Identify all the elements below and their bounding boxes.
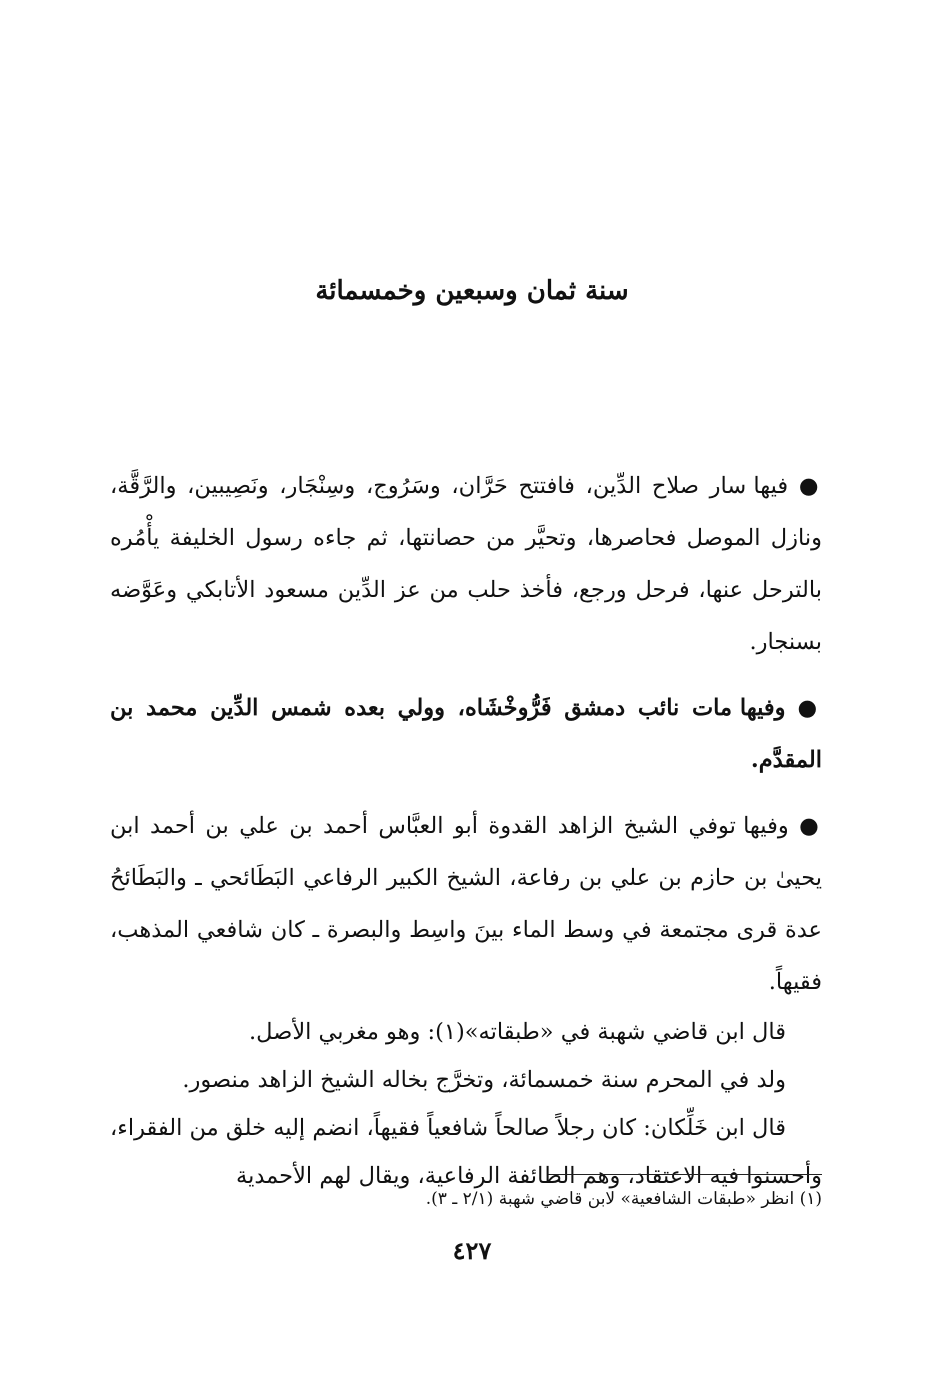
bullet-icon: ●	[799, 813, 822, 839]
page-number: ٤٢٧	[452, 1236, 492, 1265]
paragraph-2-text: وفيها مات نائب دمشق فَرُّوخْشَاه، وولي بعده شمس الدِّين محمد بن المقدَّم.	[110, 695, 822, 773]
paragraph-3	[110, 800, 822, 1008]
body-text	[110, 460, 822, 1200]
footnote-divider	[548, 1174, 822, 1175]
paragraph-1	[110, 460, 822, 668]
paragraph-3-text: وفيها توفي الشيخ الزاهد القدوة أبو العبَّاس أحمد بن علي بن أحمد ابن يحيىٰ بن حازم بن علي بن رفاعة، الشيخ الكبير الرفاعي البَطَائحي ـ والبَطَائحُ عدة قرى مجتمعة في وسط الماء بينَ واسِط والبصرة ـ كان شافعي المذهب، فقيهاً.	[110, 813, 822, 995]
footnote: (١) انظر «طبقات الشافعية» لابن قاضي شهبة (٢/١ ـ ٣).	[425, 1189, 822, 1209]
paragraph-4: قال ابن قاضي شهبة في «طبقاته»(١): وهو مغربي الأصل.	[249, 1019, 786, 1045]
bullet-icon: ●	[797, 695, 822, 721]
paragraph-2	[110, 682, 822, 786]
paragraph-6: قال ابن خَلِّكان: كان رجلاً صالحاً شافعياً فقيهاً، انضم إليه خلق من الفقراء، وأحسنوا فيه الاعتقاد، وهم الطائفة الرفاعية، ويقال لهم الأحمدية	[110, 1115, 822, 1189]
paragraph-5: ولد في المحرم سنة خمسمائة، وتخرَّج بخاله الشيخ الزاهد منصور.	[182, 1067, 786, 1093]
page-title: سنة ثمان وسبعين وخمسمائة	[315, 276, 629, 306]
paragraph-1-text: فيها سار صلاح الدِّين، فافتتح حَرَّان، وسَرُوج، وسِنْجَار، ونَصِيبين، والرَّقَّة، ونازل الموصل فحاصرها، وتحيَّر من حصانتها، ثم جاءه رسول الخليفة يأْمُره بالترحل عنها، فرحل ورجع، فأخذ حلب من عز الدِّين مسعود الأتابكي وعَوَّضه بسنجار.	[110, 473, 822, 655]
bullet-icon: ●	[798, 473, 822, 499]
